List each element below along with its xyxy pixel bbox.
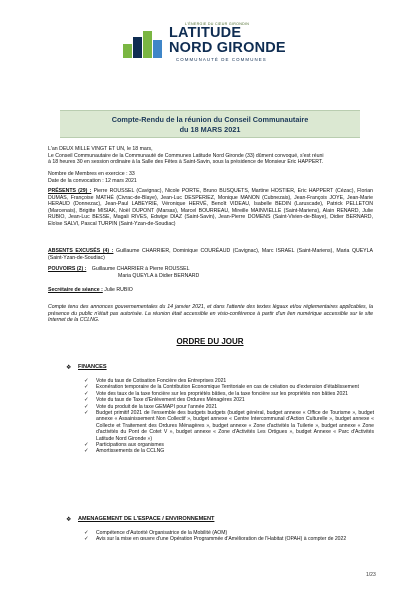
amenagement-heading-label: AMENAGEMENT DE L'ESPACE / ENVIRONNEMENT [78,516,215,522]
members-info [48,171,373,184]
finances-item-text: Participations aux organismes [96,442,164,449]
checkmark-bullet-icon: ✓ [84,410,89,417]
checkmark-bullet-icon: ✓ [84,448,89,455]
section-amenagement-heading [78,516,214,522]
logo-name-line2: NORD GIRONDE [169,40,286,56]
list-item [84,448,374,454]
secretaire-label: Secrétaire de séance : [48,287,103,293]
pouvoirs-block [48,266,373,279]
pouvoir-1: Guillaume CHARRIER à Pierre ROUSSEL [91,266,190,272]
logo-tagline: L'ÉNERGIE DU CŒUR GIRONDIN [185,22,250,26]
finances-item-text: Budget primitif 2021 de l'ensemble des budgets budgets (budget général, budget annexe « Office de Tourisme », budget annexe « Assainissement Non Collectif », budget annexe « Centre Intercommunal d'Action Culturelle », budget annexe « Collecte et Traitement des Ordures Ménagères », budget annexe « Zone d'activités la Tuilerie », budget annexe « Zone d'activités du Pont de Cotet V », budget annexe « Zone d'Activités Les Ortigues », budget Annexe « Parc d'Activités Latitude Nord Gironde ») [96,410,374,442]
members-count: Nombre de Membres en exercice : 33 [48,171,135,177]
checkmark-bullet-icon: ✓ [84,442,89,449]
convocation-date: Date de la convocation : 12 mars 2021 [48,177,137,184]
amenagement-items-list [84,530,374,543]
document-title-band [60,110,360,138]
absents-list: Guillaume CHARRIER, Dominique COURÉAUD (Cavignac), Marc ISRAEL (Saint-Mariens), Maria QUEYLA (Saint-Yzan-de-Soudiac) [48,248,373,261]
pouvoirs-label: POUVOIRS (2) : [48,266,87,272]
public-access-note: Compte tenu des annonces gouvernementales du 14 janvier 2021, et dans l'attente des textes légaux et/ou réglementaires applicables, la présence du public n'était pas autorisée. La réunion était accessible en visio-conférence à partir d'un lien numérique accessible sur le site Internet de la CCLNG. [48,304,373,324]
page-number: 1/23 [366,572,376,578]
list-item [84,536,374,542]
checkmark-bullet-icon: ✓ [84,403,89,410]
pouvoir-2: Maria QUEYLA à Didier BERNARD [118,272,200,279]
checkmark-bullet-icon: ✓ [84,536,89,543]
diamond-bullet-icon: ❖ [66,517,72,523]
logo-mark-icon [121,28,165,62]
finances-item-text: Vote du produit de la taxe GEMAPI pour l'année 2021 [96,403,218,410]
finances-item-text: Vote du taux de Taxe d'Enlèvement des Ordures Ménagères 2021 [96,397,245,404]
presents-label: PRÉSENTS (29) : [48,188,92,194]
finances-heading-label: FINANCES [78,364,107,370]
agenda-title: ORDRE DU JOUR [176,337,244,346]
cclng-logo [108,22,318,74]
absents-paragraph [48,248,373,261]
amenagement-item-text: Avis sur la mise en œuvre d'une Opération Programmée d'Amélioration de l'Habitat (OPAH) à compter de 2022 [96,536,347,543]
logo-subtitle: COMMUNAUTÉ DE COMMUNES [176,57,267,62]
presents-paragraph [48,188,373,228]
finances-item-text: Amortissements de la CCLNG [96,448,165,455]
checkmark-bullet-icon: ✓ [84,378,89,384]
logo-name-line1: LATITUDE [169,25,242,41]
intro-line-3: à 18 heures 30 en session ordinaire à la Salle des Fêtes à Saint-Savin, sous la présidence de Monsieur Eric HAPPERT. [48,159,323,166]
finances-item-text: Exonération temporaire de la Contribution Economique Territoriale en cas de création ou d'extension d'établissement [96,384,359,391]
section-finances-heading [78,364,107,370]
intro-paragraph [48,146,373,166]
secretaire-value: Julie RUBIO [104,287,133,293]
finances-item-text: Vote du taux de Cotisation Foncière des Entreprises 2021 [96,378,227,384]
amenagement-item-text: Compétence d'Autorité Organisatrice de la Mobilité (AOM) [96,530,228,536]
checkmark-bullet-icon: ✓ [84,384,89,391]
intro-line-1: L'an DEUX MILLE VINGT ET UN, le 18 mars, [48,146,153,152]
diamond-bullet-icon: ❖ [66,365,72,371]
checkmark-bullet-icon: ✓ [84,390,89,397]
intro-line-2: Le Conseil Communautaire de la Communauté de Communes Latitude Nord Gironde (33) dûment convoqué, s'est réuni [48,152,324,159]
list-item [84,410,374,442]
document-date: du 18 MARS 2021 [179,125,241,134]
document-title: Compte-Rendu de la réunion du Conseil Communautaire [111,115,309,124]
checkmark-bullet-icon: ✓ [84,530,89,536]
absents-label: ABSENTS EXCUSÉS (4) : [48,248,114,254]
finances-items-list [84,378,374,455]
checkmark-bullet-icon: ✓ [84,397,89,404]
presents-list: Pierre ROUSSEL (Cavignac), Nicole PORTE, Bruno BUSQUETS, Martine HOSTIER, Eric HAPPERT (Cézac), Florian DUMAS, Françoise MATHÉ (Civrac-de-Blaye), Jean-Luc DESPERIEZ, Monique MANON (Cubnezais), Jean-François JOYE, Jean-Marie HERAUD (Donnezac), Jean-Paul LABEYRIE, Véronique HERVÉ, Benoît VIDEAU, Isabelle BEDIN (Laruscade), Patrick PELLETON (Marcenais), Brigitte MISIAK, Noël DUPONT (Marsas), Marcel BOURREAU, Mireille MAINVIELLE (Saint-Mariens), Alain RENARD, Julie RUBIO, Jean-Luc BESSE, Magali RIVES, Edwige DIAZ (Saint-Savin), Jean-Pierre DOMENS (Saint-Vivien-de-Blaye), Didier BERNARD, Eloïse SALVI, Pascal TURPIN (Saint-Yzan-de-Soudiac) [48,188,373,227]
secretaire-block [48,287,373,294]
finances-item-text: Vote des taux de la taxe foncière sur les propriétés bâties, de la taxe foncière sur les propriétés non bâties 2021 [96,390,349,397]
